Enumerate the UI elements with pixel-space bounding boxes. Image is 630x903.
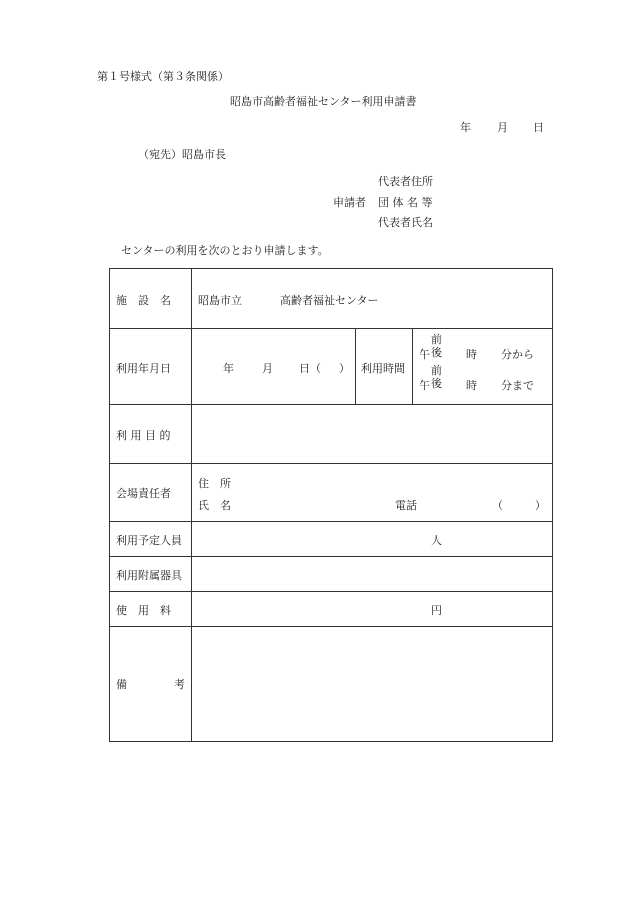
usage-day-field[interactable]: 日（ (299, 362, 321, 375)
manager-phone-open: （ (492, 499, 503, 512)
group-name-label: 団 体 名 等 (378, 196, 433, 209)
end-am-option[interactable]: 前 (431, 364, 442, 377)
start-ampm-selector[interactable] (431, 333, 442, 359)
end-ampm-prefix: 午 (419, 379, 430, 392)
start-ampm-prefix: 午 (419, 348, 430, 361)
end-pm-option[interactable]: 後 (431, 377, 442, 390)
start-minute-field[interactable]: 分から (501, 348, 534, 361)
facility-label: 施 設 名 (116, 294, 171, 307)
applicant-label: 申請者 (333, 196, 366, 209)
end-ampm-selector[interactable] (431, 364, 442, 390)
end-minute-field[interactable]: 分まで (501, 379, 534, 392)
remarks-field[interactable] (196, 631, 546, 735)
manager-phone-close: ） (535, 499, 546, 512)
end-hour-field[interactable]: 時 (466, 379, 477, 392)
date-month: 月 (497, 121, 508, 134)
date-day: 日 (533, 121, 544, 134)
purpose-label: 利 用 目 的 (116, 429, 171, 442)
planned-people-unit: 人 (431, 534, 442, 547)
rep-name-label: 代表者氏名 (378, 216, 433, 229)
manager-phone-label: 電話 (395, 499, 417, 512)
intro-text: センターの利用を次のとおり申請します。 (121, 244, 329, 257)
purpose-field[interactable] (196, 409, 546, 459)
rep-address-label: 代表者住所 (378, 175, 433, 188)
usage-time-label: 利用時間 (361, 362, 405, 375)
remarks-label-1: 備 (116, 678, 127, 691)
equipment-label: 利用附属器具 (116, 569, 182, 582)
fee-unit: 円 (431, 604, 442, 617)
fee-label: 使 用 料 (116, 604, 171, 617)
usage-weekday-close: ） (339, 362, 350, 375)
usage-month-field[interactable]: 月 (262, 362, 273, 375)
manager-address-label: 住 所 (198, 477, 231, 490)
remarks-label-2: 考 (174, 678, 185, 691)
application-table (109, 268, 553, 742)
usage-date-label: 利用年月日 (116, 362, 171, 375)
planned-people-label: 利用予定人員 (116, 534, 182, 547)
start-hour-field[interactable]: 時 (466, 348, 477, 361)
facility-value-name: 高齢者福祉センター (280, 294, 379, 307)
equipment-field[interactable] (196, 560, 546, 588)
start-am-option[interactable]: 前 (431, 333, 442, 346)
facility-value-city: 昭島市立 (198, 294, 242, 307)
manager-name-label: 氏 名 (198, 499, 231, 512)
addressee: （宛先）昭島市長 (138, 148, 226, 161)
form-number: 第１号様式（第３条関係） (97, 70, 229, 83)
date-year: 年 (460, 121, 471, 134)
page-title: 昭島市高齢者福祉センター利用申請書 (230, 95, 417, 108)
usage-year-field[interactable]: 年 (223, 362, 234, 375)
start-pm-option[interactable]: 後 (431, 346, 442, 359)
manager-label: 会場責任者 (116, 487, 171, 500)
